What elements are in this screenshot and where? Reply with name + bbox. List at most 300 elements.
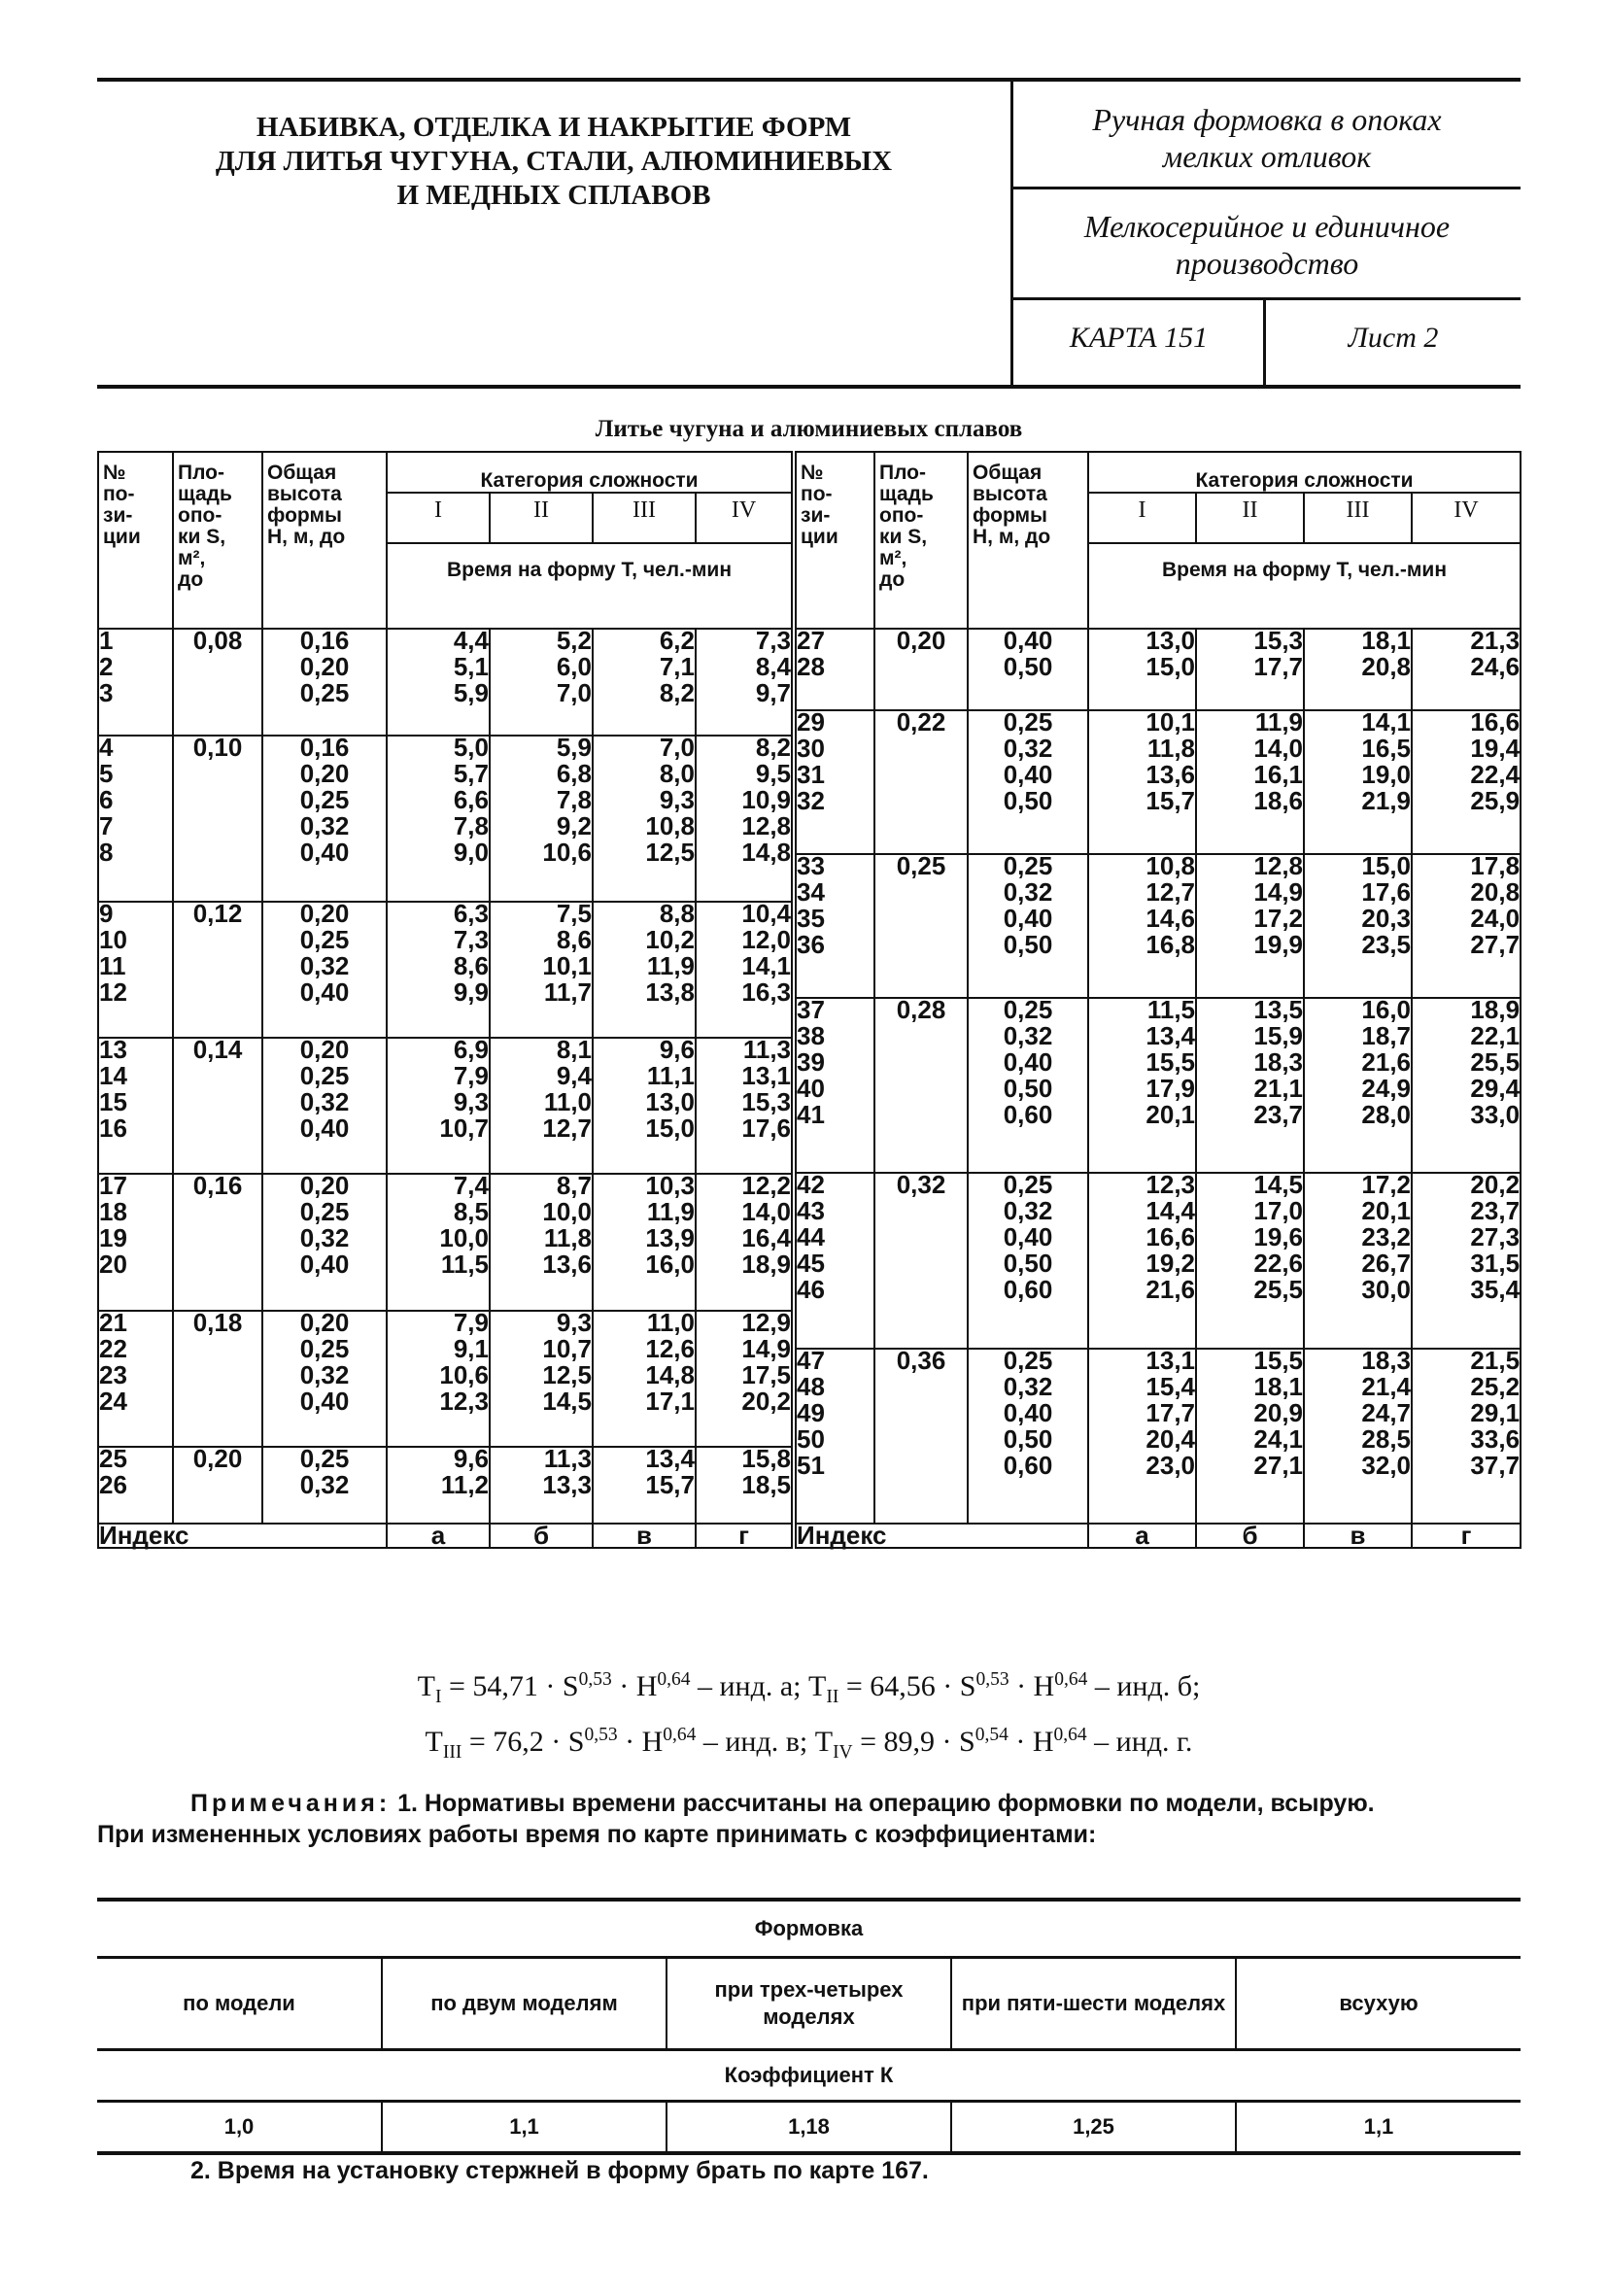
table-value: 33,6 — [1470, 1424, 1521, 1454]
time-values-cat-4 — [1412, 626, 1521, 710]
table-value: 20,4 — [1145, 1424, 1196, 1454]
time-values-cat-1 — [387, 732, 490, 902]
table-value: 9 — [99, 898, 114, 928]
formula-part: 0,64 — [657, 1669, 691, 1690]
header-category: Категория сложности — [387, 452, 794, 493]
table-value: 17,8 — [1470, 850, 1521, 880]
category-iv: IV — [696, 493, 794, 543]
table-value: 14 — [99, 1060, 127, 1090]
table-value: 23,0 — [1145, 1451, 1196, 1480]
time-values-cat-1 — [387, 1443, 490, 1524]
area-value: 0,12 — [173, 902, 262, 1038]
table-value: 6,8 — [556, 758, 592, 788]
table-value: 9,0 — [453, 837, 489, 867]
note-1-cont: При измененных условиях работы время по карте принимать с коэффициентами: — [97, 1821, 1097, 1848]
table-value: 16 — [99, 1113, 127, 1143]
table-value: 0,32 — [1003, 1196, 1053, 1226]
table-value: 19 — [99, 1223, 127, 1253]
formula-part: – инд. г. — [1086, 1726, 1193, 1758]
table-value: 40 — [797, 1074, 825, 1104]
header-height — [968, 452, 1088, 629]
time-values-cat-3 — [593, 626, 696, 736]
table-value: 21,1 — [1253, 1074, 1304, 1104]
table-value: 16,6 — [1145, 1222, 1196, 1252]
table-value: 0,25 — [299, 1060, 350, 1090]
header-line: Общая — [973, 462, 1043, 484]
height-values — [262, 1171, 387, 1310]
table-value: 2 — [99, 652, 114, 681]
time-values-cat-3 — [593, 1034, 696, 1174]
formula-part: 0,54 — [974, 1725, 1009, 1745]
position-numbers — [98, 1443, 173, 1524]
position-numbers — [98, 626, 173, 736]
sheet-number: Лист 2 — [1348, 322, 1439, 354]
table-value: 10,3 — [645, 1171, 695, 1201]
table-value: 16,3 — [741, 977, 792, 1007]
formula-part: II — [826, 1687, 839, 1707]
time-values-cat-3 — [593, 1171, 696, 1310]
height-values — [968, 1170, 1088, 1349]
table-value: 11,3 — [742, 1034, 792, 1064]
table-value: 0,20 — [299, 652, 350, 681]
table-value: 12,2 — [741, 1171, 792, 1201]
table-value: 24,0 — [1470, 903, 1521, 933]
table-value: 11,0 — [543, 1086, 592, 1116]
table-value: 21,6 — [1361, 1047, 1412, 1078]
table-value: 0,25 — [299, 1197, 350, 1227]
table-value: 10,9 — [741, 784, 792, 814]
table-value: 0,32 — [1003, 1372, 1053, 1401]
time-values-cat-4 — [1412, 1170, 1521, 1349]
table-value: 11,5 — [1146, 995, 1196, 1025]
time-values-cat-4 — [1412, 1346, 1521, 1524]
table-value: 9,9 — [453, 977, 489, 1007]
table-value: 32 — [797, 785, 825, 815]
table-value: 22,4 — [1470, 759, 1521, 789]
table-value: 6,2 — [659, 626, 695, 655]
height-values — [968, 995, 1088, 1173]
table-value: 18,9 — [1470, 995, 1521, 1025]
header-line: Пло- — [879, 462, 926, 484]
index-letter: а — [1088, 1524, 1196, 1548]
table-value: 16,5 — [1361, 733, 1412, 763]
index-letter: в — [1304, 1524, 1412, 1548]
table-value: 7,8 — [556, 784, 592, 814]
table-value: 11,5 — [440, 1250, 489, 1280]
table-value: 17,1 — [645, 1386, 695, 1416]
formula-part: 0,53 — [578, 1669, 612, 1690]
col-five-six-models: при пяти-шести моделях — [951, 1958, 1236, 2050]
header-line: опо- — [178, 504, 222, 527]
header-line: № — [103, 462, 126, 484]
height-values — [262, 1307, 387, 1447]
table-value: 10,1 — [1145, 706, 1196, 737]
time-values-cat-4 — [696, 1443, 794, 1524]
formula-part: – инд. б; — [1087, 1670, 1201, 1702]
table-value: 35 — [797, 903, 825, 933]
formula-part: = 76,2 · S — [462, 1726, 585, 1758]
table-value: 16,0 — [645, 1250, 695, 1280]
production-line: Мелкосерийное и единичное — [1083, 209, 1451, 244]
table-value: 14,4 — [1145, 1196, 1196, 1226]
time-values-cat-2 — [1196, 626, 1304, 710]
table-value: 20,8 — [1361, 652, 1412, 681]
table-value: 15,0 — [1361, 850, 1412, 880]
formula-part: 0,53 — [975, 1669, 1009, 1690]
table-value: 0,25 — [299, 1443, 350, 1473]
formula-part: T — [425, 1726, 443, 1758]
index-row — [98, 1524, 1521, 1548]
header-line: формы — [267, 504, 342, 527]
table-value: 0,40 — [1003, 1398, 1053, 1427]
area-value: 0,22 — [874, 710, 968, 854]
table-value: 14,8 — [741, 837, 792, 867]
table-value: 0,50 — [1003, 785, 1053, 815]
table-value: 17,0 — [1253, 1196, 1304, 1226]
table-value: 32,0 — [1361, 1451, 1412, 1480]
table-value: 17 — [99, 1171, 127, 1201]
table-value: 7 — [99, 810, 114, 840]
table-value: 24,1 — [1253, 1424, 1304, 1454]
table-value: 0,50 — [1003, 1249, 1053, 1279]
table-value: 15,7 — [645, 1469, 695, 1499]
table-value: 13 — [99, 1034, 127, 1064]
table-value: 24,6 — [1470, 652, 1521, 681]
table-value: 17,2 — [1253, 903, 1304, 933]
table-value: 8,8 — [659, 898, 695, 928]
table-value: 12,8 — [741, 810, 792, 840]
table-value: 15 — [99, 1086, 127, 1116]
table-value: 3 — [99, 678, 114, 707]
table-value: 18,6 — [1253, 785, 1304, 815]
table-value: 0,32 — [299, 950, 350, 980]
table-value: 21,6 — [1145, 1275, 1196, 1305]
table-value: 38 — [797, 1021, 825, 1051]
header-position — [98, 452, 173, 629]
header-line: м², — [879, 547, 907, 569]
table-value: 0,16 — [299, 626, 350, 655]
coef-value: 1,1 — [382, 2102, 667, 2154]
header-line: зи- — [103, 504, 133, 527]
table-value: 13,0 — [1145, 626, 1196, 655]
position-numbers — [794, 706, 874, 854]
table-value: 8,0 — [659, 758, 695, 788]
table-value: 10,6 — [439, 1359, 489, 1389]
table-value: 29,4 — [1470, 1074, 1521, 1104]
table-value: 11,2 — [440, 1469, 489, 1499]
note-text: 1. Нормативы времени рассчитаны на операцию формовки по модели, всырую. — [391, 1790, 1375, 1817]
height-values — [968, 626, 1088, 710]
header-line: Общая — [267, 462, 337, 484]
header-line: до — [879, 568, 906, 591]
table-value: 34 — [797, 876, 825, 907]
formula-part: III — [442, 1742, 462, 1763]
table-value: 20,2 — [1470, 1170, 1521, 1200]
header-category: Категория сложности — [1088, 452, 1521, 493]
table-value: 12 — [99, 977, 127, 1007]
position-numbers — [794, 626, 874, 710]
table-value: 35,4 — [1470, 1275, 1521, 1305]
height-values — [968, 706, 1088, 854]
height-values — [262, 898, 387, 1038]
table-value: 17,2 — [1361, 1170, 1412, 1200]
table-value: 21,3 — [1470, 626, 1521, 655]
time-values-cat-4 — [696, 1171, 794, 1310]
table-value: 9,3 — [556, 1307, 592, 1337]
col-one-model: по модели — [97, 1958, 382, 2050]
coef-title: Формовка — [97, 1900, 1521, 1958]
formula-line-2 — [97, 1725, 1521, 1764]
area-value: 0,36 — [874, 1349, 968, 1524]
title-line: НАБИВКА, ОТДЕЛКА И НАКРЫТИЕ ФОРМ — [256, 112, 852, 143]
table-value: 15,5 — [1253, 1346, 1304, 1375]
note-heading: Примечания: — [190, 1790, 392, 1817]
formula-part: · H — [617, 1726, 664, 1758]
table-value: 27,7 — [1470, 929, 1521, 959]
time-values-cat-2 — [490, 626, 593, 736]
position-numbers — [794, 850, 874, 998]
col-two-models: по двум моделям — [382, 1958, 667, 2050]
table-value: 12,0 — [741, 924, 792, 954]
table-value: 8,7 — [556, 1171, 592, 1201]
time-values-cat-3 — [593, 1307, 696, 1447]
header-time: Время на форму Т, чел.-мин — [1088, 543, 1521, 629]
table-value: 6 — [99, 784, 114, 814]
table-value: 11,8 — [543, 1223, 592, 1253]
note-1 — [97, 1788, 1521, 1819]
table-value: 7,3 — [453, 924, 489, 954]
table-value: 7,9 — [453, 1307, 489, 1337]
time-values-cat-4 — [1412, 995, 1521, 1173]
table-value: 13,1 — [1145, 1346, 1196, 1375]
table-value: 44 — [797, 1222, 825, 1252]
table-value: 13,9 — [645, 1223, 695, 1253]
table-value: 19,4 — [1470, 733, 1521, 763]
time-values-cat-1 — [1088, 995, 1196, 1173]
table-value: 17,7 — [1145, 1398, 1196, 1427]
time-values-cat-2 — [490, 1307, 593, 1447]
time-values-cat-2 — [490, 732, 593, 902]
table-value: 9,7 — [755, 678, 792, 707]
time-values-cat-1 — [387, 898, 490, 1038]
category-ii: II — [490, 493, 593, 543]
table-value: 19,9 — [1253, 929, 1304, 959]
table-value: 7,1 — [659, 652, 695, 681]
table-value: 50 — [797, 1424, 825, 1454]
note-2: 2. Время на установку стержней в форму брать по карте 167. — [190, 2157, 929, 2184]
header-block — [97, 78, 1521, 389]
table-value: 6,3 — [453, 898, 489, 928]
time-values-cat-4 — [1412, 706, 1521, 854]
table-value: 9,6 — [453, 1443, 489, 1473]
table-value: 39 — [797, 1047, 825, 1078]
time-values-cat-4 — [696, 1034, 794, 1174]
header-line: Пло- — [178, 462, 224, 484]
area-value: 0,25 — [874, 854, 968, 998]
table-value: 45 — [797, 1249, 825, 1279]
header-line: зи- — [801, 504, 831, 527]
table-value: 27 — [797, 626, 825, 655]
table-value: 13,6 — [542, 1250, 592, 1280]
table-value: 46 — [797, 1275, 825, 1305]
table-value: 0,20 — [299, 1171, 350, 1201]
table-value: 12,5 — [645, 837, 695, 867]
table-value: 10,0 — [542, 1197, 592, 1227]
position-numbers — [98, 898, 173, 1038]
table-value: 15,8 — [741, 1443, 792, 1473]
time-values-cat-3 — [593, 732, 696, 902]
time-values-cat-4 — [696, 1307, 794, 1447]
table-value: 12,3 — [1145, 1170, 1196, 1200]
height-values — [262, 1034, 387, 1174]
table-value: 1 — [99, 626, 114, 655]
table-value: 5,0 — [453, 732, 489, 762]
area-value: 0,20 — [874, 629, 968, 710]
position-numbers — [98, 1034, 173, 1174]
index-label: Индекс — [98, 1524, 387, 1548]
table-value: 23,7 — [1470, 1196, 1521, 1226]
table-value: 0,60 — [1003, 1100, 1053, 1130]
time-values-cat-3 — [593, 898, 696, 1038]
table-value: 0,16 — [299, 732, 350, 762]
table-value: 0,25 — [299, 1333, 350, 1363]
table-value: 14,5 — [1253, 1170, 1304, 1200]
table-value: 5,7 — [453, 758, 489, 788]
table-value: 43 — [797, 1196, 825, 1226]
height-values — [262, 626, 387, 736]
header-height — [262, 452, 387, 629]
table-value: 18,9 — [741, 1250, 792, 1280]
table-value: 26 — [99, 1469, 127, 1499]
table-value: 0,25 — [1003, 1346, 1053, 1375]
header-title-cell — [97, 82, 1013, 385]
table-value: 0,50 — [1003, 1424, 1053, 1454]
table-value: 12,7 — [542, 1113, 592, 1143]
header-time: Время на форму Т, чел.-мин — [387, 543, 794, 629]
table-value: 0,32 — [299, 1223, 350, 1253]
table-value: 8,1 — [556, 1034, 592, 1064]
table-value: 10,4 — [741, 898, 792, 928]
category-iv: IV — [1412, 493, 1521, 543]
table-value: 20,1 — [1145, 1100, 1196, 1130]
table-value: 12,7 — [1145, 876, 1196, 907]
table-value: 18,1 — [1361, 626, 1412, 655]
table-value: 30,0 — [1361, 1275, 1412, 1305]
header-area — [173, 452, 262, 629]
table-value: 14,6 — [1145, 903, 1196, 933]
table-value: 0,40 — [1003, 759, 1053, 789]
table-value: 0,32 — [299, 1086, 350, 1116]
category-iii: III — [1304, 493, 1412, 543]
table-value: 27,3 — [1470, 1222, 1521, 1252]
time-values-cat-4 — [696, 732, 794, 902]
table-value: 0,40 — [1003, 903, 1053, 933]
table-value: 0,40 — [299, 1386, 350, 1416]
table-value: 6,0 — [556, 652, 592, 681]
table-value: 15,9 — [1253, 1021, 1304, 1051]
table-value: 0,20 — [299, 898, 350, 928]
formula-part: 0,53 — [584, 1725, 618, 1745]
height-values — [262, 1443, 387, 1524]
table-value: 16,6 — [1470, 706, 1521, 737]
table-value: 28,0 — [1361, 1100, 1412, 1130]
coef-value: 1,1 — [1236, 2102, 1521, 2154]
formula-part: = 54,71 · S — [441, 1670, 579, 1702]
table-value: 0,40 — [299, 1250, 350, 1280]
time-values-cat-3 — [1304, 995, 1412, 1173]
table-value: 21,4 — [1361, 1372, 1412, 1401]
table-value: 0,40 — [1003, 626, 1053, 655]
table-value: 12,6 — [645, 1333, 695, 1363]
table-caption: Литье чугуна и алюминиевых сплавов — [595, 416, 1023, 442]
table-value: 0,40 — [299, 1113, 350, 1143]
header-line: ки S, — [178, 526, 226, 548]
table-value: 7,5 — [556, 898, 592, 928]
time-values-cat-2 — [1196, 1346, 1304, 1524]
table-value: 37,7 — [1470, 1451, 1521, 1480]
production-label — [1013, 208, 1521, 282]
time-values-cat-3 — [593, 1443, 696, 1524]
height-values — [262, 732, 387, 902]
process-label — [1013, 101, 1521, 175]
time-values-cat-4 — [1412, 850, 1521, 998]
position-numbers — [98, 732, 173, 902]
table-value: 14,8 — [645, 1359, 695, 1389]
table-value: 22,6 — [1253, 1249, 1304, 1279]
table-value: 12,8 — [1253, 850, 1304, 880]
formula-part: T — [417, 1670, 435, 1702]
position-numbers — [794, 1346, 874, 1524]
col-dry: всухую — [1236, 1958, 1521, 2050]
time-values-cat-2 — [1196, 706, 1304, 854]
table-value: 36 — [797, 929, 825, 959]
table-value: 19,6 — [1253, 1222, 1304, 1252]
table-value: 13,8 — [645, 977, 695, 1007]
table-value: 22 — [99, 1333, 127, 1363]
header-line: Н, м, до — [267, 526, 346, 548]
table-value: 5,1 — [453, 652, 489, 681]
height-values — [968, 1346, 1088, 1524]
process-line: мелких отливок — [1162, 139, 1372, 174]
table-value: 9,5 — [755, 758, 792, 788]
table-value: 18,1 — [1253, 1372, 1304, 1401]
header-line: № — [801, 462, 824, 484]
table-value: 24 — [99, 1386, 127, 1416]
table-row — [98, 629, 1521, 710]
table-value: 9,2 — [556, 810, 592, 840]
table-value: 5,2 — [556, 626, 592, 655]
table-value: 14,0 — [1253, 733, 1304, 763]
table-value: 5 — [99, 758, 114, 788]
table-value: 0,25 — [299, 784, 350, 814]
table-value: 12,9 — [741, 1307, 792, 1337]
table-value: 0,32 — [1003, 1021, 1053, 1051]
area-value: 0,08 — [173, 629, 262, 736]
header-line: по- — [801, 483, 833, 505]
title-line: И МЕДНЫХ СПЛАВОВ — [396, 180, 711, 211]
table-value: 0,50 — [1003, 652, 1053, 681]
index-label: Индекс — [794, 1524, 1088, 1548]
table-value: 9,3 — [659, 784, 695, 814]
table-value: 24,7 — [1361, 1398, 1412, 1427]
area-value: 0,14 — [173, 1038, 262, 1174]
table-value: 12,5 — [542, 1359, 592, 1389]
table-value: 10 — [99, 924, 127, 954]
coef-value: 1,25 — [951, 2102, 1236, 2154]
table-value: 0,20 — [299, 1034, 350, 1064]
table-value: 11,0 — [646, 1307, 695, 1337]
table-value: 25,5 — [1253, 1275, 1304, 1305]
